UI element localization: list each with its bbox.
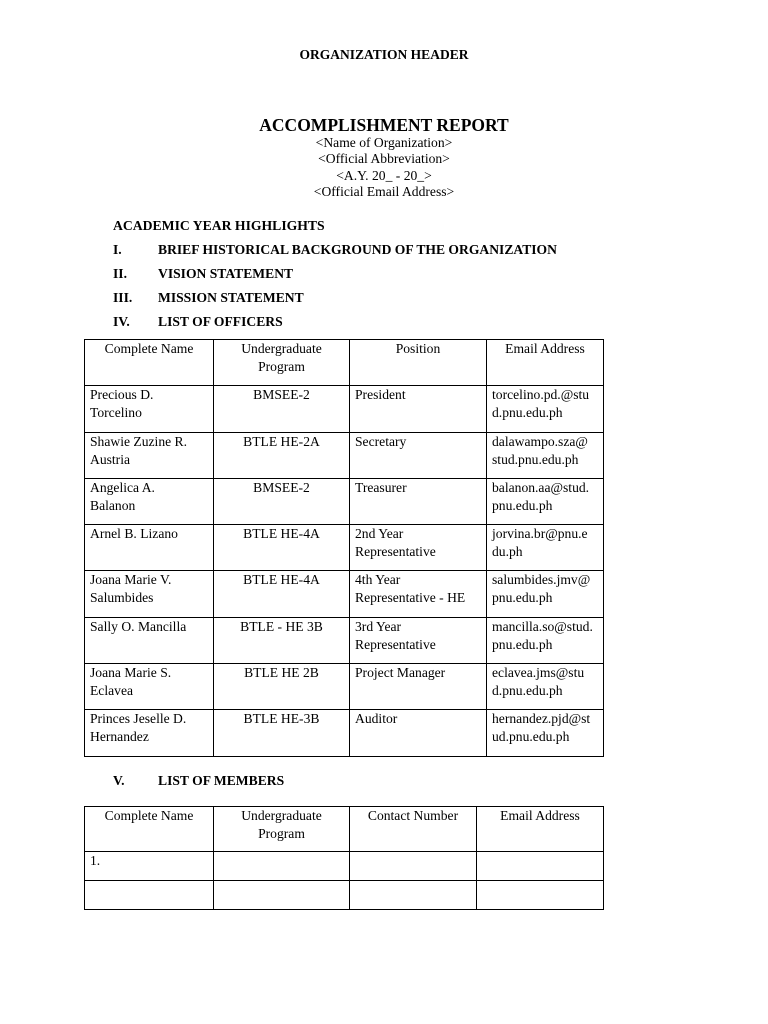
officer-position-cell: Secretary [350, 432, 487, 478]
officer-row [85, 525, 604, 571]
member-contact-cell [350, 881, 477, 910]
officer-position-cell: 3rd Year Representative [350, 617, 487, 663]
outline-number: I. [113, 241, 122, 257]
officer-position-cell: 2nd Year Representative [350, 525, 487, 571]
officer-row [85, 571, 604, 617]
officer-row [85, 710, 604, 756]
outline-label: LIST OF MEMBERS [158, 772, 285, 788]
outline-label: MISSION STATEMENT [158, 290, 304, 306]
officer-email-cell: balanon.aa@stud.pnu.edu.ph [487, 478, 604, 524]
header-complete-name: Complete Name [85, 807, 214, 852]
academic-year-highlights-heading: ACADEMIC YEAR HIGHLIGHTS [113, 217, 325, 233]
officer-position-cell: Project Manager [350, 664, 487, 710]
outline-label: BRIEF HISTORICAL BACKGROUND OF THE ORGANIZATION [158, 241, 557, 257]
outline-item-officers [113, 313, 673, 337]
header-email-address: Email Address [477, 807, 604, 852]
officer-name-cell: Princes Jeselle D. Hernandez [85, 710, 214, 756]
outline-label: VISION STATEMENT [158, 265, 294, 281]
outline-label: LIST OF OFFICERS [158, 314, 283, 330]
member-email-cell [477, 881, 604, 910]
officer-row [85, 386, 604, 432]
officer-name-cell: Joana Marie S. Eclavea [85, 664, 214, 710]
officer-name-cell: Shawie Zuzine R. Austria [85, 432, 214, 478]
section-outline [113, 241, 673, 338]
officer-name-cell: Sally O. Mancilla [85, 617, 214, 663]
officer-program-cell: BTLE HE-2A [214, 432, 350, 478]
officer-position-cell: Auditor [350, 710, 487, 756]
officer-program-cell: BMSEE-2 [214, 386, 350, 432]
officer-program-cell: BTLE - HE 3B [214, 617, 350, 663]
header-email-address: Email Address [487, 340, 604, 386]
members-table [84, 806, 604, 910]
officer-name-cell: Angelica A. Balanon [85, 478, 214, 524]
officer-name-cell: Joana Marie V. Salumbides [85, 571, 214, 617]
outline-item-mission [113, 289, 673, 313]
official-abbreviation-placeholder: <Official Abbreviation> [318, 151, 450, 167]
outline-number: III. [113, 290, 133, 306]
outline-number: V. [113, 772, 125, 788]
officer-row [85, 478, 604, 524]
officer-position-cell: President [350, 386, 487, 432]
officer-position-cell: Treasurer [350, 478, 487, 524]
academic-year-placeholder: <A.Y. 20_ - 20_> [336, 167, 432, 183]
report-title: ACCOMPLISHMENT REPORT [259, 115, 509, 135]
officers-header-row [85, 340, 604, 386]
member-row [85, 852, 604, 881]
officer-name-cell: Arnel B. Lizano [85, 525, 214, 571]
officer-row [85, 664, 604, 710]
list-of-members-heading [113, 772, 673, 796]
member-email-cell [477, 852, 604, 881]
officer-email-cell: eclavea.jms@stud.pnu.edu.ph [487, 664, 604, 710]
member-program-cell [214, 881, 350, 910]
organization-header: ORGANIZATION HEADER [299, 47, 469, 62]
officer-program-cell: BTLE HE-3B [214, 710, 350, 756]
outline-number: II. [113, 265, 127, 281]
officer-email-cell: torcelino.pd.@stud.pnu.edu.ph [487, 386, 604, 432]
header-position: Position [350, 340, 487, 386]
outline-item-historical-background [113, 241, 673, 265]
header-undergraduate-program: Undergraduate Program [214, 807, 350, 852]
officer-row [85, 617, 604, 663]
officer-name-cell: Precious D. Torcelino [85, 386, 214, 432]
officer-program-cell: BTLE HE-4A [214, 525, 350, 571]
officer-position-cell: 4th Year Representative - HE [350, 571, 487, 617]
outline-item-vision [113, 265, 673, 289]
officer-program-cell: BTLE HE-4A [214, 571, 350, 617]
member-program-cell [214, 852, 350, 881]
officer-email-cell: dalawampo.sza@stud.pnu.edu.ph [487, 432, 604, 478]
member-contact-cell [350, 852, 477, 881]
officer-email-cell: salumbides.jmv@pnu.edu.ph [487, 571, 604, 617]
outline-number: IV. [113, 314, 130, 330]
member-name-cell: 1. [85, 852, 214, 881]
member-name-cell [85, 881, 214, 910]
members-header-row [85, 807, 604, 852]
officer-email-cell: jorvina.br@pnu.edu.ph [487, 525, 604, 571]
official-email-placeholder: <Official Email Address> [313, 184, 455, 200]
officer-program-cell: BTLE HE 2B [214, 664, 350, 710]
officer-row [85, 432, 604, 478]
officer-email-cell: mancilla.so@stud.pnu.edu.ph [487, 617, 604, 663]
organization-name-placeholder: <Name of Organization> [315, 135, 453, 150]
officer-program-cell: BMSEE-2 [214, 478, 350, 524]
header-complete-name: Complete Name [85, 340, 214, 386]
officer-email-cell: hernandez.pjd@stud.pnu.edu.ph [487, 710, 604, 756]
header-undergraduate-program: Undergraduate Program [214, 340, 350, 386]
officers-table [84, 339, 604, 757]
member-row [85, 881, 604, 910]
report-subtitle-block [0, 135, 768, 201]
header-contact-number: Contact Number [350, 807, 477, 852]
